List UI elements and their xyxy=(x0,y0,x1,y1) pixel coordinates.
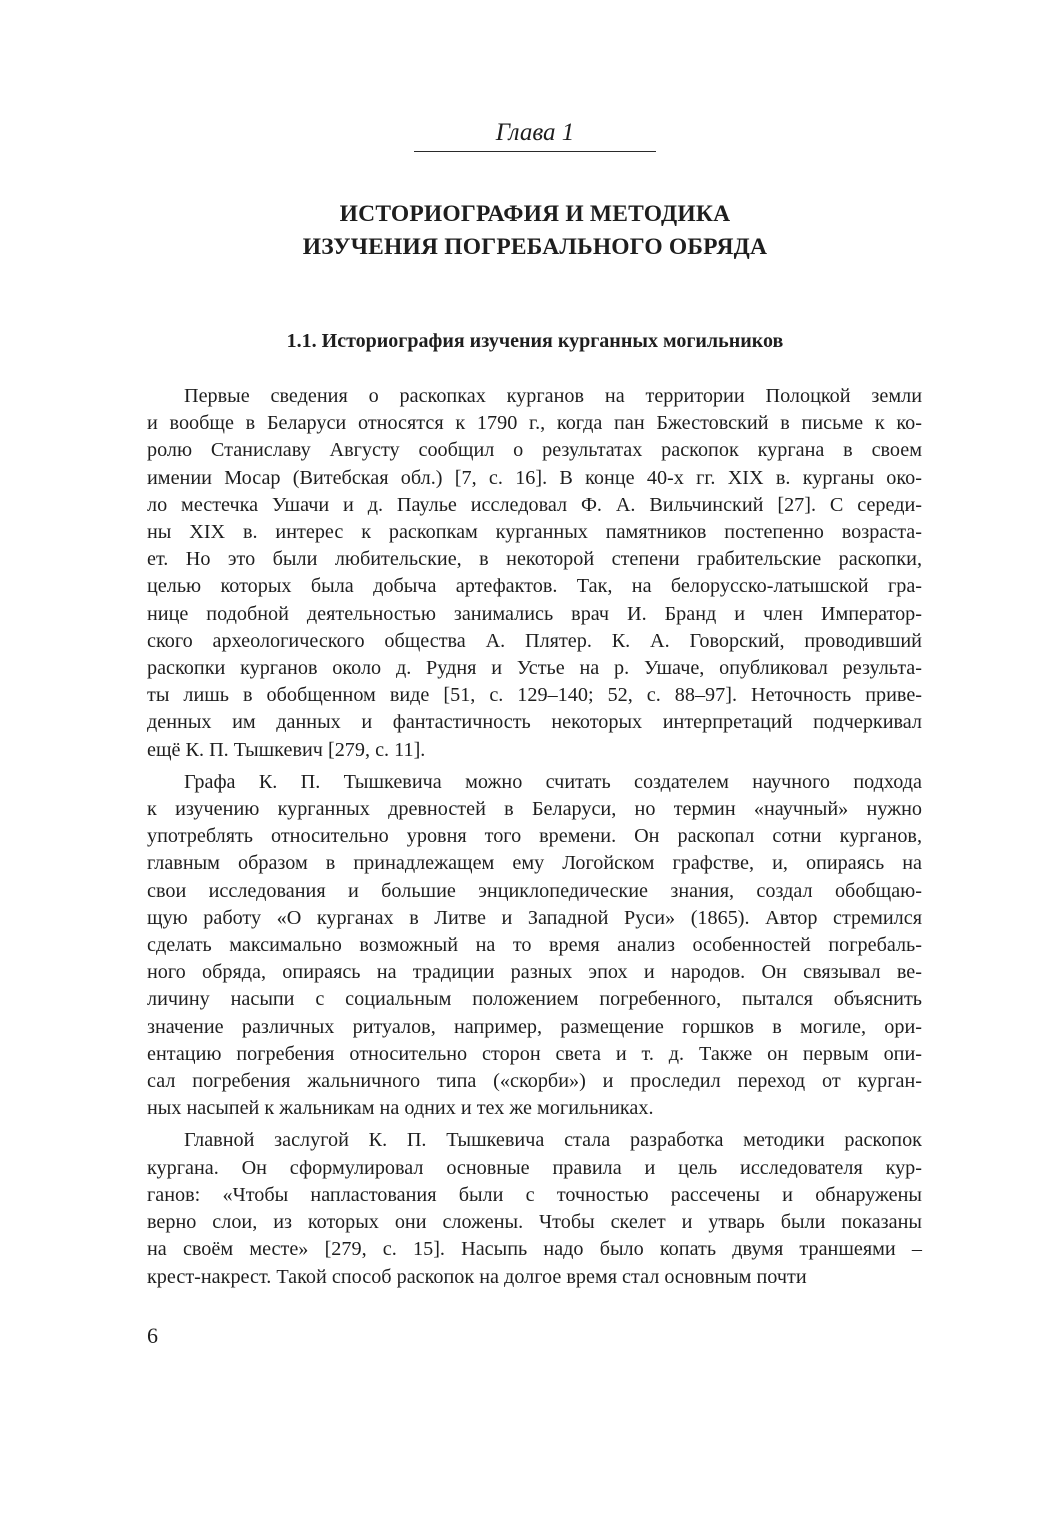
text-line: имении Мосар (Витебская обл.) [7, с. 16]. В конце 40-х гг. XIX в. курганы око- xyxy=(147,466,922,489)
text-line: сал погребения жальничного типа («скорби») и проследил переход от курган- xyxy=(147,1070,922,1093)
text-line: ты лишь в обобщенном виде [51, с. 129–140; 52, с. 88–97]. Неточность приве- xyxy=(147,684,922,707)
paragraph xyxy=(147,769,922,1123)
text-line: Главной заслугой К. П. Тышкевича стала разработка методики раскопок xyxy=(184,1129,922,1152)
text-line: ны XIX в. интерес к раскопкам курганных памятников постепенно возраста- xyxy=(147,521,922,544)
text-line: сделать максимально возможный на то время анализ особенностей погребаль- xyxy=(147,934,922,957)
text-line: личину насыпи с социальным положением погребенного, пытался объяснить xyxy=(147,988,922,1011)
body-text xyxy=(147,383,922,1296)
page-number: 6 xyxy=(147,1323,158,1348)
text-line: ского археологического общества А. Плятер. К. А. Говорский, проводивший xyxy=(147,629,922,652)
text-line: ло местечка Ушачи и д. Паулье исследовал Ф. А. Вильчинский [27]. С середи- xyxy=(147,493,922,516)
text-line: Первые сведения о раскопках курганов на территории Полоцкой земли xyxy=(184,385,922,407)
paragraph xyxy=(147,1127,922,1290)
text-line: ролю Станиславу Августу сообщил о результатах раскопок кургана в своем xyxy=(147,439,922,462)
text-line: верно слои, из которых они сложены. Чтобы скелет и утварь были показаны xyxy=(147,1211,922,1234)
text-line: кургана. Он сформулировал основные правила и цель исследователя кур- xyxy=(147,1156,922,1179)
text-line: ного обряда, опираясь на традиции разных эпох и народов. Он связывал ве- xyxy=(147,961,922,984)
text-line: раскопки курганов около д. Рудня и Устье на р. Ушаче, опубликовал результа- xyxy=(147,657,922,680)
text-line: на своём месте» [279, с. 15]. Насыпь надо было копать двумя траншеями – xyxy=(147,1238,922,1261)
chapter-title-line: ИСТОРИОГРАФИЯ И МЕТОДИКА xyxy=(339,201,731,227)
paragraph xyxy=(147,383,922,764)
text-line: ентацию погребения относительно сторон света и т. д. Также он первым опи- xyxy=(147,1042,922,1065)
text-line: ещё К. П. Тышкевич [279, с. 11]. xyxy=(147,738,426,761)
section-heading: 1.1. Историография изучения курганных могильников xyxy=(286,330,784,352)
chapter-title-line: ИЗУЧЕНИЯ ПОГРЕБАЛЬНОГО ОБРЯДА xyxy=(302,234,768,260)
text-line: значение различных ритуалов, например, размещение горшков в могиле, ори- xyxy=(147,1015,922,1038)
text-line: щую работу «О курганах в Литве и Западной Руси» (1865). Автор стремился xyxy=(147,906,922,929)
chapter-label: Глава 1 xyxy=(495,119,575,146)
chapter-title xyxy=(150,198,920,264)
text-line: употреблять относительно уровня того времени. Он раскопал сотни курганов, xyxy=(147,825,922,848)
text-line: ет. Но это были любительские, в некоторой степени грабительские раскопки, xyxy=(147,548,922,571)
text-line: целью которых была добыча артефактов. Так, на белорусско-латышской гра- xyxy=(147,575,922,598)
text-line: свои исследования и большие энциклопедические знания, создал обобщаю- xyxy=(147,879,922,902)
chapter-underline xyxy=(414,151,656,152)
text-line: к изучению курганных древностей в Беларуси, но термин «научный» нужно xyxy=(147,798,922,821)
text-line: нице подобной деятельностью занимались врач И. Бранд и член Император- xyxy=(147,602,922,625)
text-line: Графа К. П. Тышкевича можно считать создателем научного подхода xyxy=(184,770,922,793)
text-line: ных насыпей к жальникам на одних и тех же могильниках. xyxy=(147,1097,654,1120)
text-line: и вообще в Беларуси относятся к 1790 г., когда пан Бжестовский в письме к ко- xyxy=(147,412,922,435)
text-line: главным образом в принадлежащем ему Логойском графстве, и, опираясь на xyxy=(147,852,922,875)
text-line: ганов: «Чтобы напластования были с точностью рассечены и обнаружены xyxy=(147,1183,922,1206)
text-line: крест-накрест. Такой способ раскопок на долгое время стал основным почти xyxy=(147,1265,807,1288)
text-line: денных им данных и фантастичность некоторых интерпретаций подчеркивал xyxy=(147,711,922,734)
